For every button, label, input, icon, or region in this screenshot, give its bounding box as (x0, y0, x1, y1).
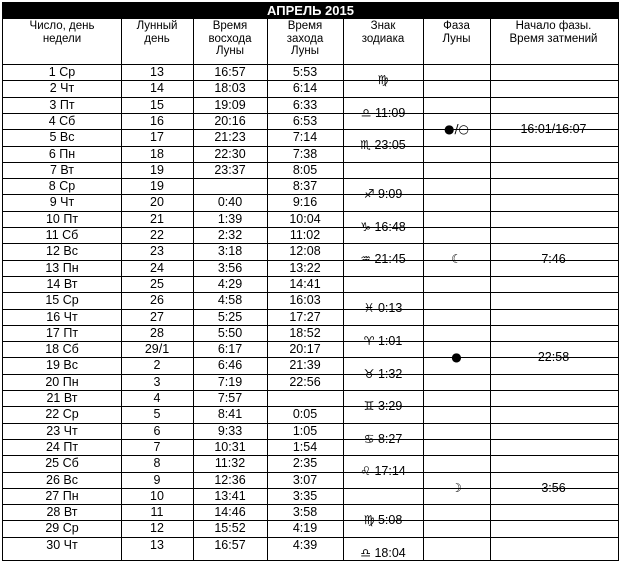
header-set (267, 20, 343, 58)
header-day (3, 20, 121, 45)
cell-day: 26 Вс (46, 472, 78, 487)
cell-ld: 19 (150, 162, 164, 177)
cell-day: 23 Чт (46, 423, 78, 438)
zodiac-time: 23:05 (371, 138, 406, 153)
cell-set: 8:05 (292, 162, 318, 177)
cell-set: 0:05 (292, 407, 318, 422)
zodiac-sign-icon: ♊ (363, 399, 375, 414)
header-line: Лунный (136, 20, 178, 32)
cell-rise: 7:19 (217, 374, 243, 389)
row-divider-right (343, 211, 618, 212)
header-line: день (144, 32, 170, 45)
moon-phase-icon: ●/○ (444, 122, 469, 137)
row-divider-right (343, 537, 618, 538)
cell-set: 13:22 (289, 260, 321, 275)
cell-set: 10:04 (289, 211, 321, 226)
cell-day: 6 Пн (48, 146, 76, 161)
cell-ld: 19 (150, 179, 164, 194)
cell-ld: 27 (150, 309, 164, 324)
row-divider-right (343, 292, 618, 293)
zodiac-time: 16:48 (371, 219, 406, 234)
cell-ld: 2 (153, 358, 161, 373)
zodiac-entry (343, 186, 423, 202)
cell-rise: 6:17 (217, 342, 243, 357)
cell-set: 16:03 (289, 293, 321, 308)
cell-set: 17:27 (289, 309, 321, 324)
zodiac-entry (343, 398, 423, 414)
cell-ld: 10 (150, 488, 164, 503)
cell-ld: 14 (150, 81, 164, 96)
cell-day: 19 Вс (46, 358, 78, 373)
cell-set: 4:39 (292, 537, 318, 552)
row-divider-right (343, 325, 618, 326)
row-divider-right (343, 276, 618, 277)
cell-ld: 12 (150, 521, 164, 536)
zodiac-sign-icon: ♋ (363, 431, 375, 446)
zodiac-sign-icon: ♌ (360, 464, 371, 479)
cell-set: 6:33 (292, 97, 318, 112)
cell-day: 25 Сб (45, 456, 79, 471)
cell-set: 3:07 (292, 472, 318, 487)
row-divider-right (343, 455, 618, 456)
cell-ld: 6 (153, 423, 161, 438)
cell-rise: 3:18 (217, 244, 243, 259)
cell-rise (193, 178, 267, 194)
row-divider-right (343, 178, 618, 179)
cell-rise: 11:32 (214, 456, 246, 471)
zodiac-sign-icon: ♎ (360, 545, 371, 560)
zodiac-time: 1:32 (374, 366, 403, 381)
header-line: Луны (442, 32, 471, 45)
header-line: захода (286, 32, 324, 45)
cell-day: 5 Вс (49, 130, 75, 145)
cell-ld: 28 (150, 325, 164, 340)
cell-ld: 9 (153, 472, 161, 487)
zodiac-sign-icon: ♐ (363, 187, 375, 202)
zodiac-sign-icon: ♓ (363, 301, 375, 316)
header-line: Время (212, 20, 248, 32)
cell-rise: 2:32 (217, 228, 243, 242)
cell-day: 9 Чт (49, 195, 75, 210)
cell-ld: 17 (150, 130, 164, 145)
phase-start-time: 7:46 (541, 252, 566, 267)
cell-set: 9:16 (292, 195, 318, 210)
header-lunar-day (121, 20, 193, 45)
cell-rise: 12:36 (214, 472, 246, 487)
moon-calendar-table (2, 2, 619, 561)
zodiac-entry (343, 463, 423, 479)
row-divider-right (343, 97, 618, 98)
zodiac-entry (343, 219, 423, 235)
cell-day: 10 Пт (45, 211, 79, 226)
cell-day: 4 Сб (48, 113, 76, 128)
cell-set: 5:53 (292, 65, 318, 79)
cell-day: 21 Вт (46, 391, 78, 405)
cell-set: 22:56 (289, 374, 321, 389)
header-phase-start (490, 20, 617, 45)
cell-set: 20:17 (289, 342, 321, 357)
row-divider-right (343, 243, 618, 244)
zodiac-sign-icon: ♉ (363, 366, 375, 381)
header-line: зодиака (361, 32, 405, 45)
cell-ld: 4 (153, 391, 161, 405)
cell-day: 7 Вт (49, 162, 75, 177)
cell-set: 4:19 (292, 521, 318, 536)
table-title: АПРЕЛЬ 2015 (3, 3, 618, 19)
zodiac-sign-icon: ♑ (360, 219, 371, 234)
row-divider-right (343, 504, 618, 505)
zodiac-time: 17:14 (371, 464, 406, 479)
cell-rise: 14:46 (214, 505, 246, 520)
cell-set: 7:14 (292, 130, 318, 145)
cell-rise: 20:16 (214, 113, 246, 128)
cell-set: 2:35 (292, 456, 318, 471)
cell-day: 22 Ср (45, 407, 79, 422)
cell-set: 1:54 (292, 439, 318, 454)
cell-set: 18:52 (289, 325, 321, 340)
cell-rise: 13:41 (214, 488, 246, 503)
cell-day: 2 Чт (49, 81, 75, 96)
zodiac-sign-icon: ♎ (360, 105, 372, 120)
cell-set: 7:38 (292, 146, 318, 161)
cell-day: 24 Пт (45, 439, 79, 454)
zodiac-entry (343, 545, 423, 561)
cell-rise: 4:29 (217, 276, 243, 291)
zodiac-entry (343, 105, 423, 121)
header-line: Начало фазы. (515, 20, 592, 32)
cell-set: 14:41 (289, 276, 321, 291)
cell-day: 29 Ср (45, 521, 79, 536)
header-line: восхода (208, 32, 252, 45)
cell-day: 16 Чт (46, 309, 78, 324)
header-zodiac (343, 20, 423, 45)
zodiac-time: 1:01 (374, 333, 403, 348)
row-divider-right (343, 162, 618, 163)
cell-rise: 16:57 (214, 65, 246, 79)
header-line: недели (42, 32, 82, 45)
header-line: Знак (370, 20, 396, 32)
header-line: Фаза (443, 20, 470, 32)
cell-day: 28 Вт (46, 505, 78, 520)
zodiac-entry (343, 72, 423, 88)
header-phase (423, 20, 490, 45)
zodiac-sign-icon: ♒ (360, 252, 371, 267)
cell-set: 11:02 (289, 228, 321, 242)
cell-ld: 3 (153, 374, 161, 389)
cell-ld: 13 (150, 537, 164, 552)
zodiac-entry (343, 366, 423, 382)
cell-rise: 9:33 (217, 423, 243, 438)
cell-ld: 11 (150, 505, 164, 520)
cell-rise: 5:50 (217, 325, 243, 340)
cell-ld: 16 (150, 113, 164, 128)
moon-phase-icon: ☾ (451, 252, 462, 267)
cell-rise: 8:41 (217, 407, 243, 422)
moon-phase-icon: ● (451, 350, 462, 365)
cell-set: 1:05 (292, 423, 318, 438)
zodiac-entry (343, 431, 423, 447)
cell-ld: 7 (153, 439, 161, 454)
cell-rise: 10:31 (214, 439, 246, 454)
cell-rise: 3:56 (217, 260, 243, 275)
cell-rise: 22:30 (214, 146, 246, 161)
zodiac-time: 9:09 (374, 187, 403, 202)
cell-rise: 5:25 (217, 309, 243, 324)
cell-set: 21:39 (289, 358, 321, 373)
cell-rise: 6:46 (217, 358, 243, 373)
cell-rise: 19:09 (214, 97, 246, 112)
zodiac-entry (343, 512, 423, 528)
cell-day: 11 Сб (45, 228, 79, 242)
cell-set: 3:58 (292, 505, 318, 520)
zodiac-sign-icon: ♍ (363, 513, 375, 528)
moon-phase-icon: ☽ (451, 480, 462, 495)
header-line: Время затмений (509, 32, 598, 45)
cell-ld: 5 (153, 407, 161, 422)
cell-ld: 18 (150, 146, 164, 161)
cell-rise: 21:23 (214, 130, 246, 145)
cell-set: 6:14 (292, 81, 318, 96)
cell-day: 13 Пн (45, 260, 79, 275)
cell-ld: 23 (150, 244, 164, 259)
zodiac-time: 11:09 (371, 105, 406, 120)
cell-set: 12:08 (289, 244, 321, 259)
cell-ld: 20 (150, 195, 164, 210)
zodiac-time: 5:08 (374, 513, 403, 528)
zodiac-sign-icon: ♈ (363, 333, 375, 348)
zodiac-time: 18:04 (371, 545, 406, 560)
cell-day: 17 Пт (45, 325, 79, 340)
zodiac-sign-icon: ♏ (360, 138, 371, 153)
cell-day: 15 Ср (45, 293, 79, 308)
zodiac-time: 3:29 (374, 399, 403, 414)
cell-day: 1 Ср (48, 65, 76, 79)
cell-set (267, 390, 343, 406)
header-rise (193, 20, 267, 58)
zodiac-time: 0:13 (374, 301, 403, 316)
cell-ld: 13 (150, 65, 164, 79)
cell-ld: 22 (150, 228, 164, 242)
cell-rise: 18:03 (214, 81, 246, 96)
cell-rise: 4:58 (217, 293, 243, 308)
cell-day: 8 Ср (48, 179, 76, 194)
cell-day: 20 Пн (45, 374, 79, 389)
cell-ld: 24 (150, 260, 164, 275)
zodiac-time: 21:45 (371, 252, 406, 267)
phase-start-time: 22:58 (537, 350, 570, 365)
cell-day: 27 Пн (45, 488, 79, 503)
cell-ld: 26 (150, 293, 164, 308)
cell-ld: 8 (153, 456, 161, 471)
zodiac-entry (343, 137, 423, 153)
cell-ld: 29/1 (144, 342, 170, 357)
cell-day: 14 Вт (46, 276, 78, 291)
header-line: Луны (290, 45, 320, 57)
cell-rise: 16:57 (214, 537, 246, 552)
zodiac-entry (343, 300, 423, 316)
cell-day: 3 Пт (49, 97, 75, 112)
cell-rise: 0:40 (217, 195, 243, 210)
zodiac-entry (343, 251, 423, 267)
phase-start-time: 3:56 (541, 480, 566, 495)
cell-day: 18 Сб (45, 342, 79, 357)
cell-set: 8:37 (292, 179, 318, 194)
cell-day: 12 Вс (46, 244, 78, 259)
cell-rise: 1:39 (217, 211, 243, 226)
cell-rise: 15:52 (214, 521, 246, 536)
header-line: Число, день (29, 20, 95, 32)
cell-ld: 15 (150, 97, 164, 112)
header-line: Луны (215, 45, 245, 57)
row-divider-right (343, 423, 618, 424)
header-line: Время (287, 20, 323, 32)
cell-ld: 21 (150, 211, 164, 226)
cell-rise: 23:37 (214, 162, 246, 177)
cell-set: 3:35 (292, 488, 318, 503)
cell-ld: 25 (150, 276, 164, 291)
cell-rise: 7:57 (217, 391, 243, 405)
cell-set: 6:53 (292, 113, 318, 128)
zodiac-sign-icon: ♍ (377, 73, 389, 88)
zodiac-entry (343, 333, 423, 349)
phase-start-time: 16:01/16:07 (520, 122, 587, 137)
zodiac-time: 8:27 (374, 431, 403, 446)
row-divider-right (343, 390, 618, 391)
cell-day: 30 Чт (46, 537, 78, 552)
